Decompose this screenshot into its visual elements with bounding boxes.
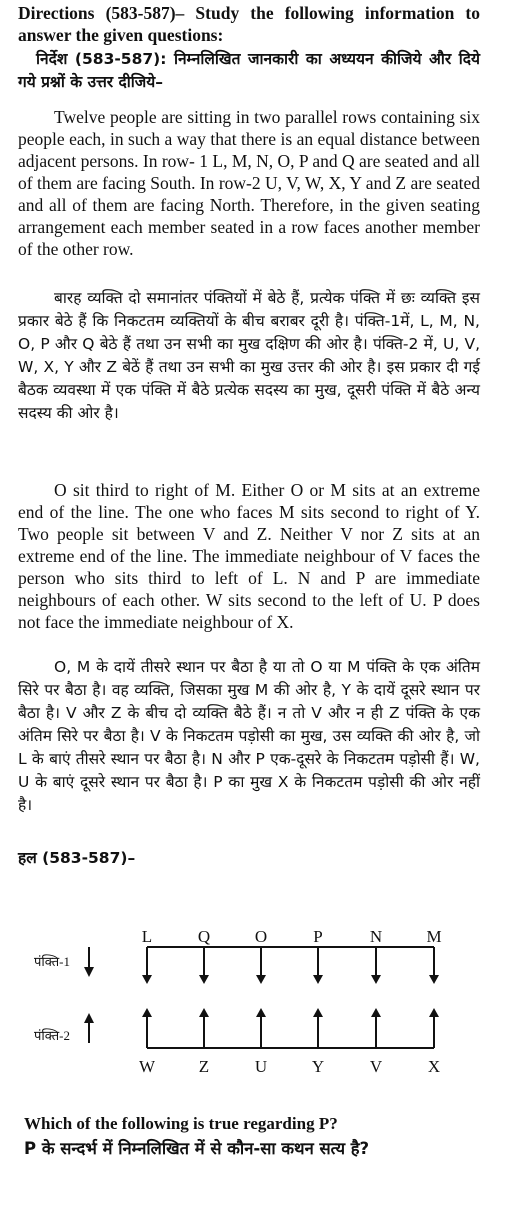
row1-arrowhead [429,975,439,984]
setup-hindi: बारह व्यक्ति दो समानांतर पंक्तियों में बेठे हैं, प्रत्येक पंक्ति में छः व्यक्ति इस प्रकार बेठे हैं कि निकटतम व्यक्तियों के बीच बराबर दूरी है। पंक्ति-1में, L, M, N, O, P और Q बेठे हैं तथा उन सभी का मुख दक्षिण की ओर है। पंक्ति-2 में, U, V, W, X, Y और Z बेठें हैं तथा उन सभी का मुख उत्तर की ओर है। इस प्रकार दी गई बैठक व्यवस्था में एक पंक्ति में बैठे प्रत्येक सदस्य का मुख, दूसरी पंक्ति में बैठे अन्य सदस्य की ओर है। [18,289,480,422]
row1-seat-O: O [254,927,268,946]
row1-arrowhead [199,975,209,984]
row2-seat-X: X [427,1057,441,1076]
row2-arrowhead [142,1008,152,1017]
row2-seat-Y: Y [311,1057,325,1076]
directions-english: Directions (583-587)– Study the following information to answer the given questions: [18,3,480,45]
row2-direction-arrow [84,1013,94,1043]
row1-label: पंक्ति-1 [34,954,70,969]
row2-arrowhead [199,1008,209,1017]
row2-label: पंक्ति-2 [34,1028,70,1043]
row1-direction-arrow [84,947,94,977]
solution-heading: हल (583-587)– [18,849,136,867]
row1-arrowhead [371,975,381,984]
seating-diagram [0,915,530,1085]
row2-seat-V: V [369,1057,383,1076]
row1-seat-N: N [369,927,383,946]
setup-english: Twelve people are sitting in two parallel rows containing six people each, in such a way that there is an equal distance between adjacent persons. In row- 1 L, M, N, O, P and Q are seated and all of them are facing South. In row-2 U, V, W, X, Y and Z are seated and all of them are facing North. Therefore, in the given seating arrangement each member seated in a row faces another member of the other row. [18,107,480,259]
question-english: Which of the following is true regarding P? [24,1114,338,1133]
directions-hindi: निर्देश (583-587): निम्नलिखित जानकारी का अध्ययन कीजिये और दिये गये प्रश्नों के उत्तर दीजिये– [18,50,480,91]
row1-seat-P: P [313,927,323,946]
question-hindi: P के सन्दर्भ में निम्नलिखित में से कौन-सा कथन सत्य है? [24,1139,370,1158]
row1-arrowhead [256,975,266,984]
row1-seat-L: L [141,927,153,946]
row1-seat-M: M [426,927,442,946]
row2-seat-Z: Z [198,1057,210,1076]
clues-english: O sit third to right of M. Either O or M sits at an extreme end of the line. The one who faces M sits second to right of Y. Two people sit between V and Z. Neither V nor Z sits at an extreme end of the line. The immediate neighbour of V faces the person who sits third to left of L. N and P are immediate neighbours of each other. W sits second to the left of U. P does not face the immediate neighbour of X. [18,480,480,632]
row2-arrowhead [429,1008,439,1017]
row1-arrowhead [313,975,323,984]
clues-hindi: O, M के दायें तीसरे स्थान पर बैठा है या तो O या M पंक्ति के एक अंतिम सिरे पर बैठा है। वह व्यक्ति, जिसका मुख M की ओर है, Y के दायें दूसरे स्थान पर बैठा है। V और Z के बीच दो व्यक्ति बैठे हैं। न तो V और न ही Z पंक्ति के एक अंतिम सिरे पर बैठा है। V के निकटतम पड़ोसी का मुख, उस व्यक्ति की ओर है, जो L के बाएं तीसरे स्थान पर बैठा है। N और P एक-दूसरे के निकटतम पड़ोसी हैं। W, U के बाएं दूसरे स्थान पर बैठा है। P का मुख X के निकटतम पड़ोसी की ओर नहीं है। [18,658,480,814]
row2-seat-U: U [254,1057,268,1076]
row1-seat-Q: Q [197,927,211,946]
row2-arrowhead [256,1008,266,1017]
row2-seat-W: W [138,1057,156,1076]
row2-arrowhead [371,1008,381,1017]
row1-arrowhead [142,975,152,984]
row2-arrowhead [313,1008,323,1017]
